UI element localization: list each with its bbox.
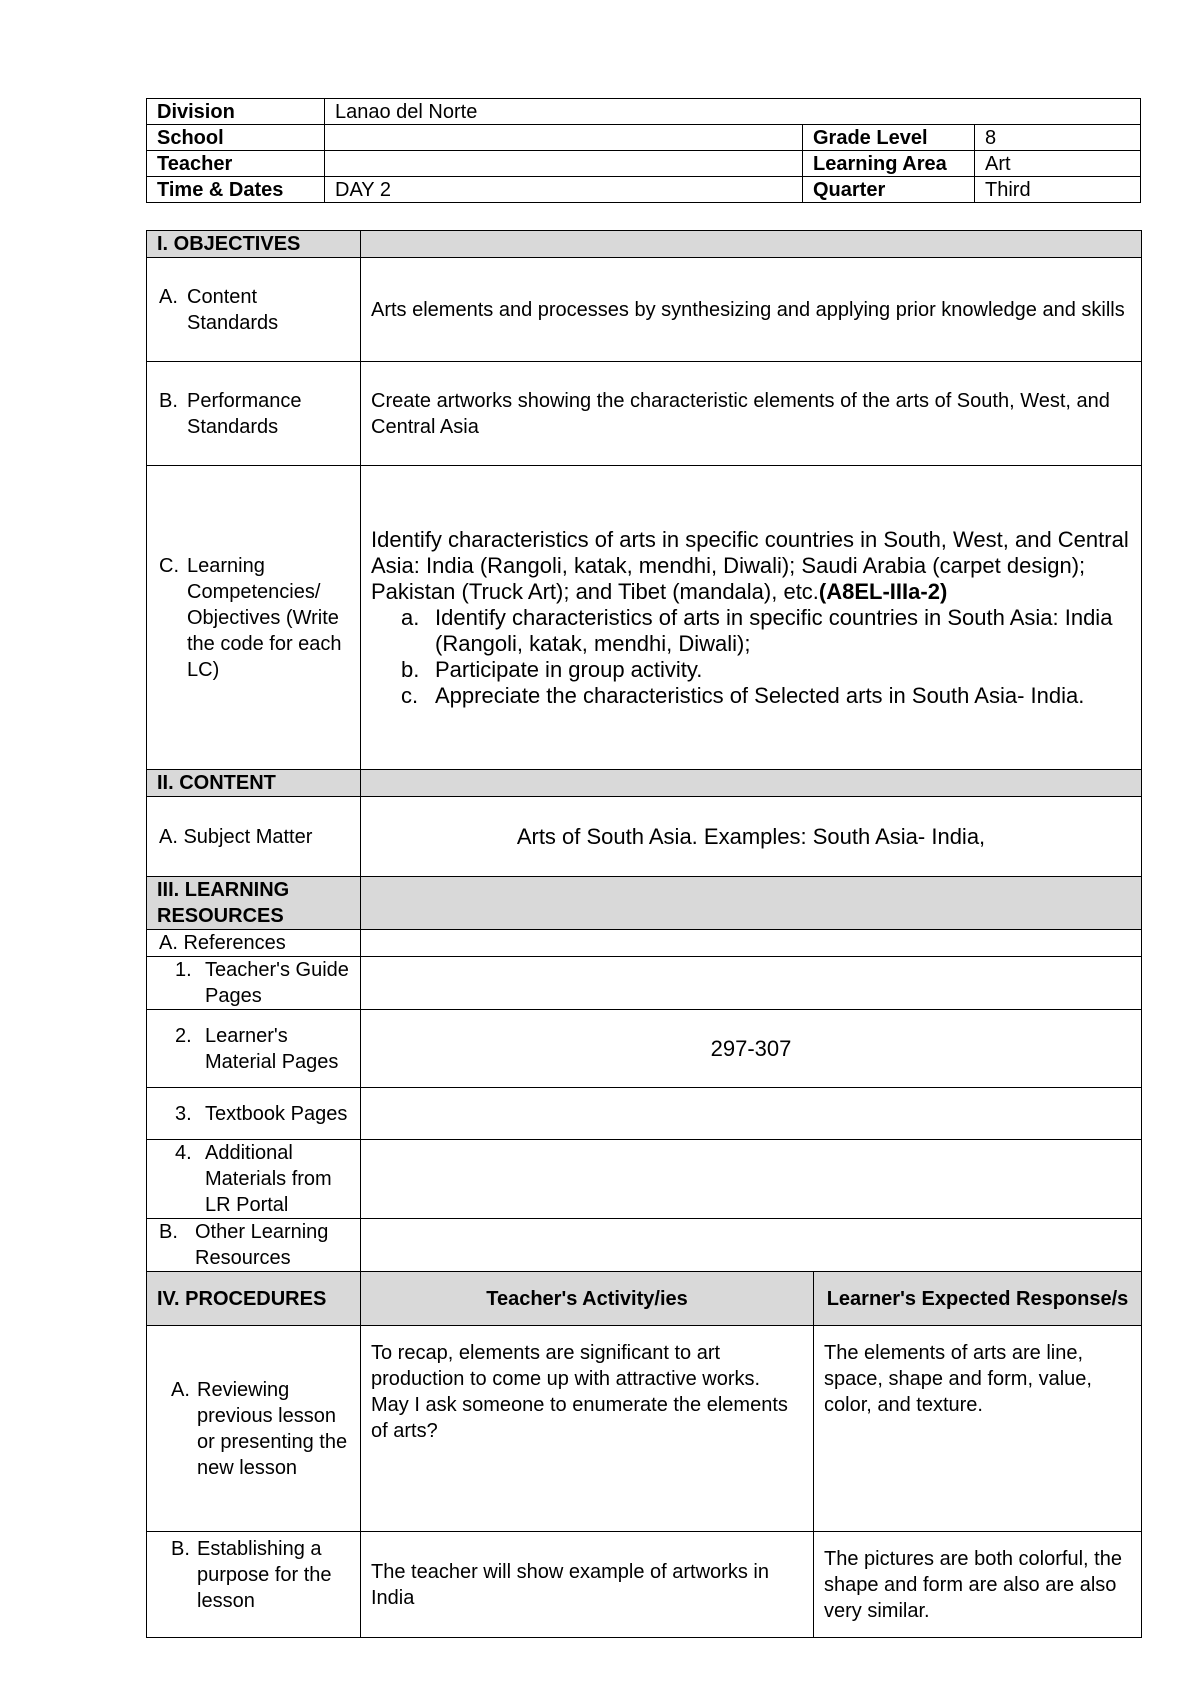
procedure-learner-response: The pictures are both colorful, the shape and form are also are also very similar.: [814, 1532, 1142, 1638]
competency-item-text: Appreciate the characteristics of Selected arts in South Asia- India.: [435, 682, 1085, 708]
competency-intro: [371, 527, 1131, 605]
area-value: Art: [975, 151, 1141, 177]
resource-item-label-text: Textbook Pages: [205, 1102, 348, 1125]
content-title-fill: [361, 770, 1142, 797]
division-value: Lanao del Norte: [325, 99, 1141, 125]
competency-item: [371, 683, 1131, 709]
teacher-activity-header: Teacher's Activity/ies: [361, 1272, 814, 1326]
competency-item: [371, 605, 1131, 657]
procedure-label-text: Establishing a purpose for the lesson: [197, 1538, 332, 1612]
competency-code: (A8EL-IIIa-2): [818, 578, 948, 604]
procedure-learner-response: The elements of arts are line, space, shape and form, value, color, and texture.: [814, 1326, 1142, 1532]
resource-item-value: [361, 1140, 1142, 1219]
procedure-label: [147, 1532, 361, 1638]
procedures-title: IV. PROCEDURES: [147, 1272, 361, 1326]
competency-item-text: Identify characteristics of arts in specific countries in South Asia: India (Rangoli, katak, mendhi, Diwali);: [435, 604, 1113, 656]
resource-item-label-text: Additional Materials from LR Portal: [205, 1142, 332, 1216]
competency-intro-text: Identify characteristics of arts in specific countries in South, West, and Central Asia: India (Rangoli, katak, mendhi, Diwali); Saudi Arabia (carpet design); Pakistan (Truck Art); and Tibet (mandala), etc.: [371, 526, 1129, 604]
references-value: [361, 930, 1142, 957]
procedure-marker: A.: [171, 1378, 190, 1401]
other-resources-label: [147, 1219, 361, 1272]
procedure-label: [147, 1326, 361, 1532]
resource-item-label: [147, 1140, 361, 1219]
competency-item: [371, 657, 1131, 683]
resource-item-label-text: Learner's Material Pages: [205, 1024, 339, 1073]
grade-value: 8: [975, 125, 1141, 151]
resource-item-label-text: Teacher's Guide Pages: [205, 959, 349, 1007]
procedure-marker: B.: [171, 1538, 190, 1560]
resources-title: III. LEARNING RESOURCES: [147, 877, 361, 930]
teacher-value: [325, 151, 803, 177]
area-label: Learning Area: [803, 151, 975, 177]
content-standards-label: [147, 258, 361, 362]
time-label: Time & Dates: [147, 177, 325, 203]
school-value: [325, 125, 803, 151]
resource-item-marker: 1.: [175, 959, 192, 981]
header-table: [146, 98, 1141, 203]
references-label: A. References: [147, 930, 361, 957]
grade-label: Grade Level: [803, 125, 975, 151]
procedure-teacher-activity: The teacher will show example of artworks in India: [361, 1532, 814, 1638]
content-standards-marker: A.: [159, 285, 178, 308]
other-resources-label-text: Other Learning Resources: [195, 1221, 329, 1269]
resource-item-value: 297-307: [361, 1010, 1142, 1088]
resource-item-label: [147, 1088, 361, 1140]
time-value: DAY 2: [325, 177, 803, 203]
resource-item-value: [361, 1088, 1142, 1140]
competency-list: [371, 605, 1131, 709]
resource-item-label: [147, 1010, 361, 1088]
procedure-teacher-activity: To recap, elements are significant to art production to come up with attractive works. May I ask someone to enumerate the elements of arts?: [361, 1326, 814, 1532]
performance-standards-value: Create artworks showing the characteristic elements of the arts of South, West, and Central Asia: [361, 362, 1142, 466]
division-label: Division: [147, 99, 325, 125]
content-standards-value: Arts elements and processes by synthesizing and applying prior knowledge and skills: [361, 258, 1142, 362]
learner-response-header: Learner's Expected Response/s: [814, 1272, 1142, 1326]
competency-item-marker: a.: [401, 604, 420, 630]
subject-matter-value: Arts of South Asia. Examples: South Asia- India,: [361, 797, 1142, 877]
subject-matter-label: A. Subject Matter: [147, 797, 361, 877]
competency-item-marker: c.: [401, 682, 419, 708]
learning-competencies-marker: C.: [159, 554, 179, 577]
resource-item-label: [147, 957, 361, 1010]
teacher-label: Teacher: [147, 151, 325, 177]
resource-item-marker: 2.: [175, 1024, 192, 1047]
school-label: School: [147, 125, 325, 151]
other-resources-value: [361, 1219, 1142, 1272]
content-title: II. CONTENT: [147, 770, 361, 797]
content-standards-label-text: Content Standards: [187, 285, 279, 334]
learning-competencies-value: [361, 466, 1142, 770]
performance-standards-marker: B.: [159, 389, 178, 412]
resources-title-fill: [361, 877, 1142, 930]
performance-standards-label-text: Performance Standards: [187, 389, 302, 438]
lesson-plan-table: [146, 230, 1142, 1638]
other-resources-marker: B.: [159, 1221, 178, 1243]
resource-item-value: [361, 957, 1142, 1010]
learning-competencies-label-text: Learning Competencies/ Objectives (Write the code for each LC): [187, 554, 342, 681]
resource-item-marker: 4.: [175, 1142, 192, 1164]
competency-item-marker: b.: [401, 656, 420, 682]
learning-competencies-label: [147, 466, 361, 770]
quarter-value: Third: [975, 177, 1141, 203]
quarter-label: Quarter: [803, 177, 975, 203]
objectives-title-fill: [361, 231, 1142, 258]
resource-item-marker: 3.: [175, 1102, 192, 1125]
competency-item-text: Participate in group activity.: [435, 656, 703, 682]
procedure-label-text: Reviewing previous lesson or presenting the new lesson: [197, 1378, 348, 1479]
objectives-title: I. OBJECTIVES: [147, 231, 361, 258]
performance-standards-label: [147, 362, 361, 466]
